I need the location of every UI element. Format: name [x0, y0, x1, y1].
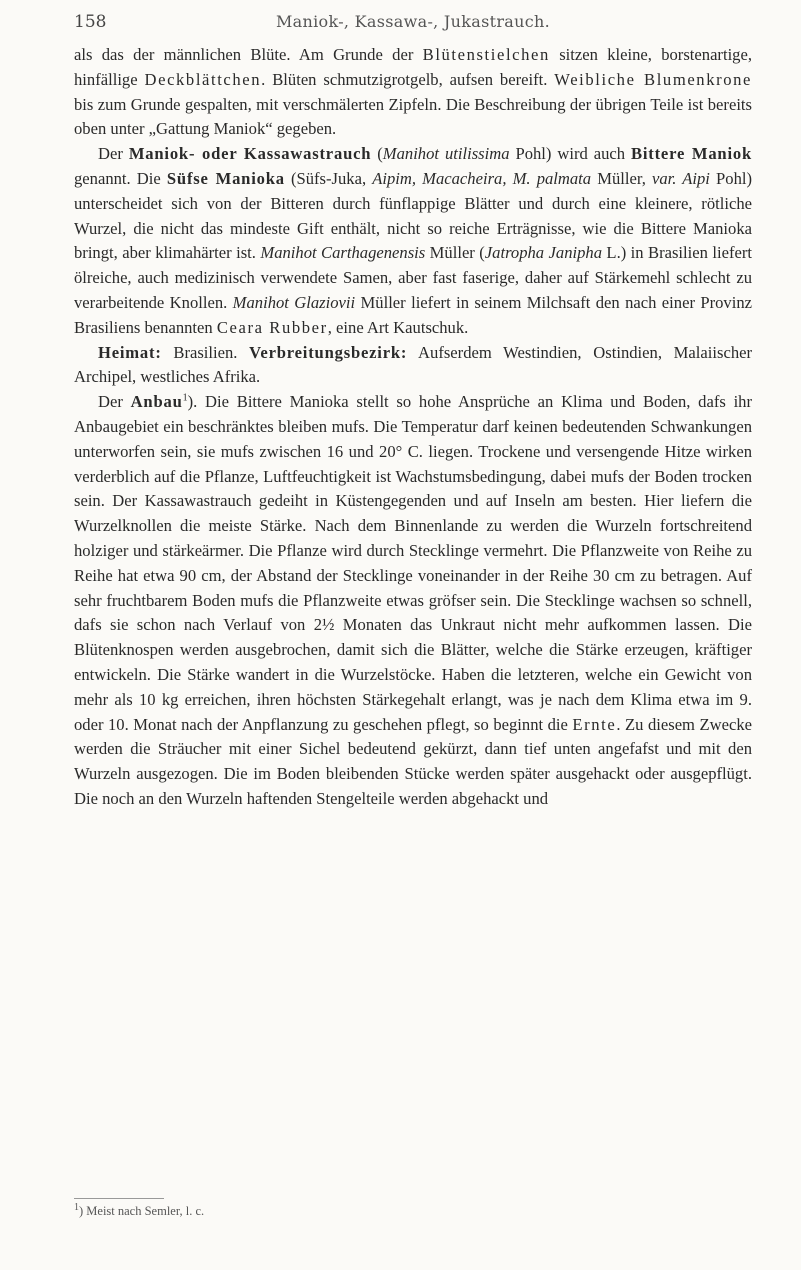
paragraph-flower-description: als das der männlichen Blüte. Am Grunde der Blütenstielchen sitzen kleine, borstenartige, hinfällige Deckblättchen. Blüten schmutzigrotgelb, aufsen bereift. Weibliche Blumenkrone bis zum Grunde gespalten, mit verschmälerten Zipfeln. Die Beschreibung der übrigen Teile ist bereits oben unter „Gattung Maniok“ gegeben. — [74, 45, 752, 139]
footnote-reference: 1 — [182, 392, 188, 404]
footnote-divider — [74, 1198, 164, 1199]
footnote: $^1$) Meist nach Semler, l. c. — [74, 1201, 205, 1218]
paragraph-heimat: Heimat: Brasilien. Verbreitungsbezirk: Aufserdem Westindien, Ostindien, Malaiischer Archipel, westliches Afrika. — [74, 342, 753, 387]
running-title: Maniok-, Kassawa-, Jukastrauch. — [276, 12, 550, 31]
page-number: 158 — [74, 12, 107, 32]
page-header — [74, 12, 752, 36]
paragraph-species: Der Maniok- oder Kassawastrauch (Manihot utilissima Pohl) wird auch Bittere Maniok genannt. Die Süfse Manioka (Süfs-Juka, Aipim, Macacheira, M. palmata Müller, var. Aipi Pohl) unterscheidet sich von der Bitteren durch fünflappige Blätter und durch eine kleinere, rötliche Wurzel, die nicht das mindeste Gift enthält, nicht so reiche Erträgnisse, wie die Bittere Manioka bringt, aber klimahärter ist. Manihot Carthagenensis Müller (Jatropha Janipha L.) in Brasilien liefert ölreiche, auch medizinisch verwendete Samen, aber fast faserige, daher auf Stärkemehl schlecht zu verarbeitende Knollen. Manihot Glaziovii Müller liefert in seinem Milchsaft den nach einer Provinz Brasiliens benannten Ceara Rubber, eine Art Kautschuk. — [74, 144, 753, 337]
paragraph-anbau: Der Anbau$^1$). Die Bittere Manioka stellt so hohe Ansprüche an Klima und Boden, dafs ihr Anbaugebiet ein beschränktes bleiben mufs. Die Temperatur darf keinen bedeutenden Schwankungen unterworfen sein, sie mufs zwischen 16 und 20° C. liegen. Trockene und versengende Hitze wirken verderblich auf die Pflanze, Luftfeuchtigkeit ist Wachstumsbedingung, dabei mufs der Boden trocken sein. Der Kassawastrauch gedeiht in Küstengegenden und auf Inseln am besten. Hier liefern die Wurzelknollen die meiste Stärke. Nach dem Binnenlande zu werden die Wurzeln fortschreitend holziger und stärkeärmer. Die Pflanze wird durch Stecklinge vermehrt. Die Pflanzweite von Reihe zu Reihe hat etwa 90 cm, der Abstand der Stecklinge voneinander in der Reihe 30 cm zu betragen. Auf sehr fruchtbarem Boden mufs die Pflanzweite etwas gröfser sein. Die Stecklinge wachsen so schnell, dafs sie schon nach Verlauf von 2½ Monaten das Unkraut nicht mehr aufkommen lassen. Die Blütenknospen werden ausgebrochen, damit sich die Blätter, welche die Stärke erzeugen, kräftiger entwickeln. Die Stärke wandert in die Wurzelstöcke. Haben die letzteren, welche ein Gewicht von mehr als 10 kg erreichen, ihren höchsten Stärkegehalt erlangt, was je nach dem Klima etwa im 9. oder 10. Monat nach der Anpflanzung zu geschehen pflegt, so beginnt die Ernte. Zu diesem Zwecke werden die Sträucher mit einer Sichel bedeutend gekürzt, dann tief unten angefafst und mit den Wurzeln ausgezogen. Die im Boden bleibenden Stücke werden später ausgehackt oder ausgepflügt. Die noch an den Wurzeln haftenden Stengelteile werden abgehackt und — [74, 392, 752, 808]
body-text — [74, 43, 752, 812]
